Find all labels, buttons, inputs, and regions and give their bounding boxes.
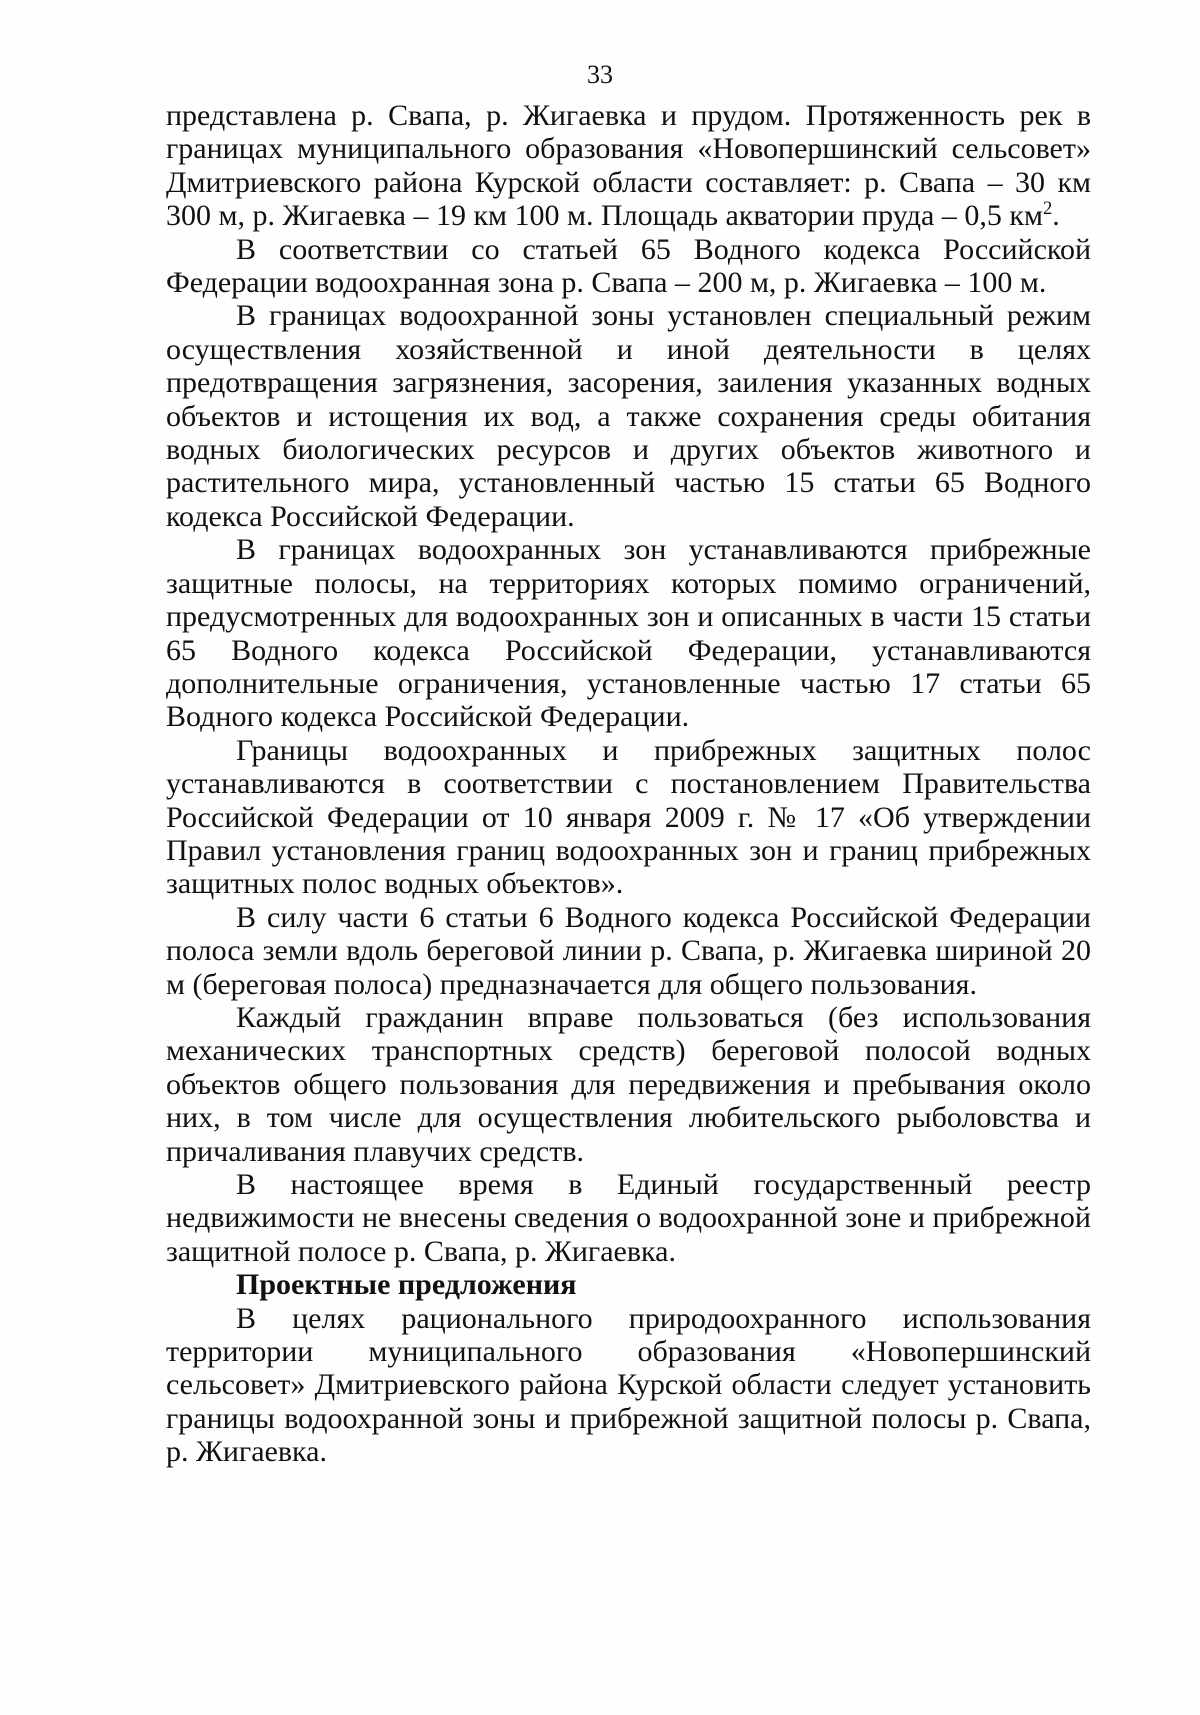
paragraph-water-protection-zone: В соответствии со статьей 65 Водного кодекса Российской Федерации водоохранная зона р. Свапа – 200 м, р. Жигаевка – 100 м. [166,232,1091,300]
superscript-squared: 2 [1042,198,1053,220]
paragraph-river-lengths [166,99,1091,233]
paragraph-boundaries-decree: Границы водоохранных и прибрежных защитных полос устанавливаются в соответствии с постановлением Правительства Российской Федерации от 10 января 2009 г. № 17 «Об утверждении Правил установления границ водоохранных зон и границ прибрежных защитных полос водных объектов». [166,733,1091,901]
document-body [166,99,1091,1469]
paragraph-shore-strip: В силу части 6 статьи 6 Водного кодекса Российской Федерации полоса земли вдоль береговой линии р. Свапа, р. Жигаевка шириной 20 м (береговая полоса) предназначается для общего пользования. [166,900,1091,1001]
paragraph-citizen-rights: Каждый гражданин вправе пользоваться (без использования механических транспортных средств) береговой полосой водных объектов общего пользования для передвижения и пребывания около них, в том числе для осуществления любительского рыболовства и причаливания плавучих средств. [166,1000,1091,1168]
paragraph-river-lengths-text: представлена р. Свапа, р. Жигаевка и прудом. Протяженность рек в границах муниципального образования «Новопершинский сельсовет» Дмитриевского района Курской области составляет: р. Свапа – 30 км 300 м, р. Жигаевка – 19 км 100 м. Площадь акватории пруда – 0,5 км [166,99,1091,233]
paragraph-river-lengths-end: . [1052,199,1060,233]
page-number: 33 [587,60,613,89]
section-heading-project-proposals: Проектные предложения [236,1268,577,1302]
paragraph-registry-status: В настоящее время в Единый государственный реестр недвижимости не внесены сведения о водоохранной зоне и прибрежной защитной полосе р. Свапа, р. Жигаевка. [166,1168,1091,1268]
paragraph-special-regime: В границах водоохранной зоны установлен специальный режим осуществления хозяйственной и иной деятельности в целях предотвращения загрязнения, засорения, заиления указанных водных объектов и истощения их вод, а также сохранения среды обитания водных биологических ресурсов и других объектов животного и растительного мира, установленный частью 15 статьи 65 Водного кодекса Российской Федерации. [166,299,1091,533]
paragraph-coastal-strips: В границах водоохранных зон устанавливаются прибрежные защитные полосы, на территориях которых помимо ограничений, предусмотренных для водоохранных зон и описанных в части 15 статьи 65 Водного кодекса Российской Федерации, устанавливаются дополнительные ограничения, установленные частью 17 статьи 65 Водного кодекса Российской Федерации. [166,533,1091,734]
paragraph-proposal: В целях рационального природоохранного использования территории муниципального образования «Новопершинский сельсовет» Дмитриевского района Курской области следует установить границы водоохранной зоны и прибрежной защитной полосы р. Свапа, р. Жигаевка. [166,1301,1091,1469]
